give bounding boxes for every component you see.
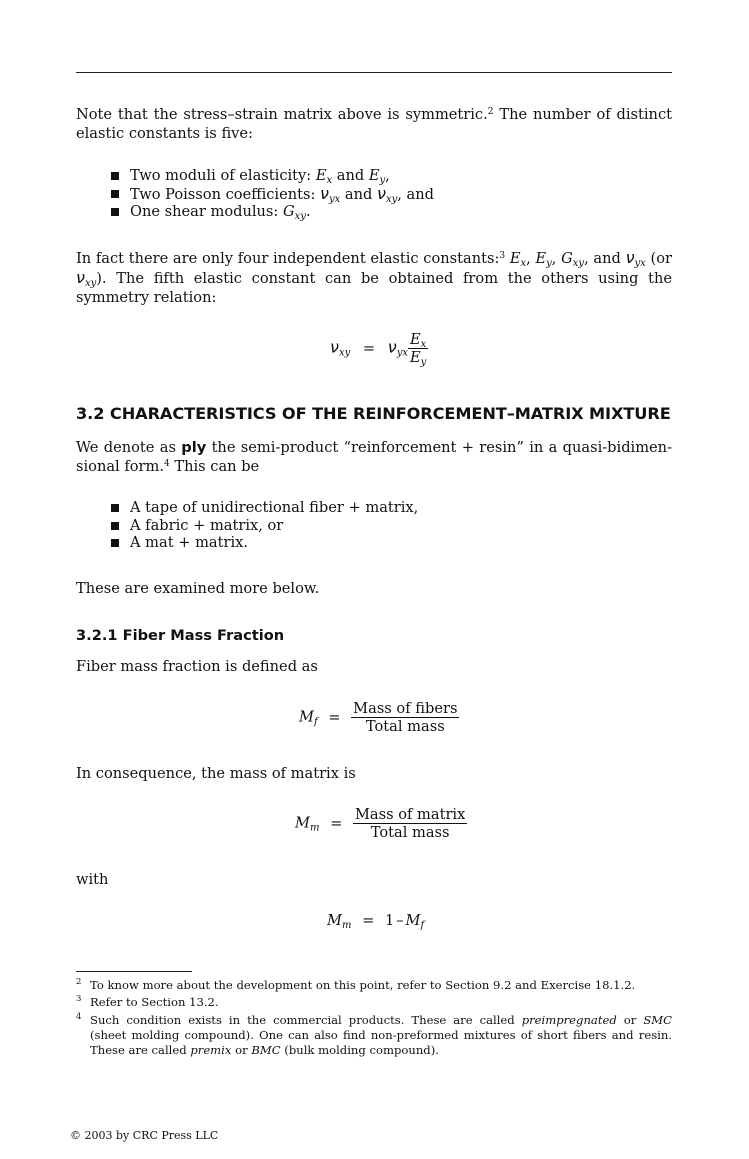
equation-matrix-mass-fraction: $M_m$ = $\frac{\text{Mass of matrix}}{\text{Total mass}}$	[295, 806, 466, 841]
footnote-4: 4 Such condition exists in the commercial products. These are called preimpregnated or SMC (sheet molding compound). One can also find non-preformed mixtures of short fibers and resin. These are called premix or BMC (bulk molding compound).	[76, 1012, 672, 1058]
paragraph-fiber-mass-def: Fiber mass fraction is defined as	[76, 658, 318, 675]
bullet-icon	[111, 539, 119, 547]
footnote-ref-4[interactable]: 4	[164, 459, 170, 469]
bullet-icon	[111, 504, 119, 512]
list-item: Two Poisson coefficients: $\nu_{yx}$ and $\nu_{xy}$, and	[108, 185, 668, 204]
elastic-constants-list	[108, 167, 668, 221]
ply-forms-list	[108, 499, 668, 552]
paragraph-with: with	[76, 871, 109, 888]
bullet-icon	[111, 208, 119, 216]
header-rule	[76, 72, 672, 73]
paragraph-matrix-mass: In consequence, the mass of matrix is	[76, 765, 356, 782]
list-item: One shear modulus: $G_{xy}$.	[108, 203, 668, 221]
footnote-2: 2 To know more about the development on this point, refer to Section 9.2 and Exercise 18.1.2.	[76, 977, 636, 992]
copyright-notice: © 2003 by CRC Press LLC	[70, 1129, 219, 1142]
footnote-3: 3 Refer to Section 13.2.	[76, 994, 219, 1009]
bullet-icon	[111, 190, 119, 198]
paragraph-examined: These are examined more below.	[76, 580, 320, 597]
list-item: Two moduli of elasticity: $E_x$ and $E_y$,	[108, 167, 668, 185]
equation-mass-balance: $M_m = 1 - M_f$	[327, 912, 425, 931]
footnote-ref-3[interactable]: 3	[499, 251, 506, 261]
section-heading: 3.2 CHARACTERISTICS OF THE REINFORCEMENT–MATRIX MIXTURE	[76, 404, 671, 423]
list-item: A mat + matrix.	[108, 534, 668, 552]
footnote-rule	[76, 971, 192, 972]
list-item: A tape of unidirectional fiber + matrix,	[108, 499, 668, 517]
equation-symmetry: $\nu_{xy} = \nu_{yx}$ $\frac{E_x}{E_y}$	[330, 331, 427, 368]
subsection-heading: 3.2.1 Fiber Mass Fraction	[76, 627, 285, 644]
bullet-icon	[111, 172, 119, 180]
equation-fiber-mass-fraction: $M_f$ = $\frac{\text{Mass of fibers}}{\text{Total mass}}$	[299, 700, 458, 735]
paragraph-ply-definition: We denote as ply the semi-product “reinforcement + resin” in a quasi-bidimensional form.$^4$ This can be	[76, 439, 673, 475]
list-item: A fabric + matrix, or	[108, 517, 668, 535]
paragraph-symmetric: Note that the stress–strain matrix above is symmetric.$^2$ The number of distinct elastic constants is five:	[76, 106, 672, 142]
paragraph-independent-constants: In fact there are only four independent elastic constants:$^3$ $E_x$, $E_y$, $G_{xy}$, and $\nu_{yx}$ (or $\nu_{xy}$). The fifth elastic constant can be obtained from the others using the symmetry relation:	[76, 248, 672, 306]
footnote-ref-2[interactable]: 2	[487, 107, 494, 117]
bullet-icon	[111, 522, 119, 530]
